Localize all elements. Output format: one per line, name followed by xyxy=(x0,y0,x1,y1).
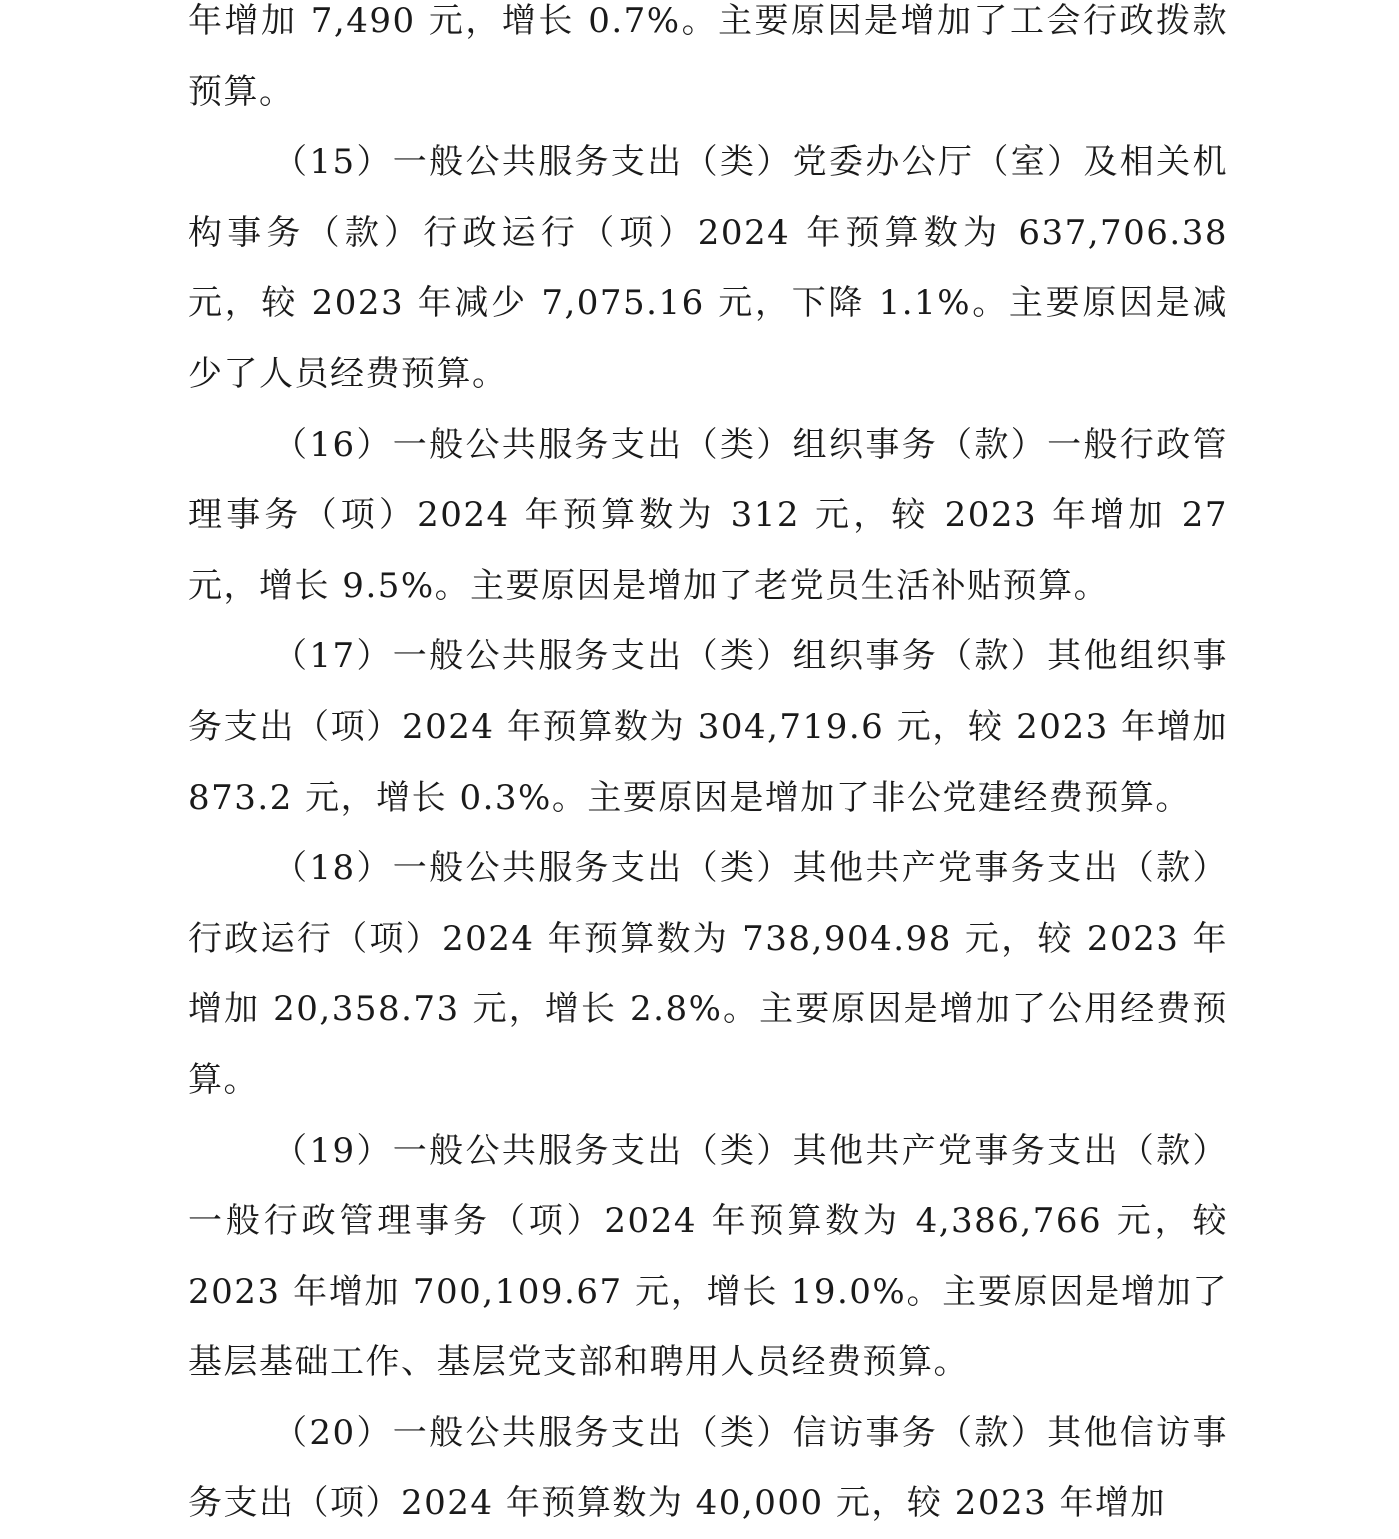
paragraph-16: （16）一般公共服务支出（类）组织事务（款）一般行政管理事务（项）2024 年预算数为 312 元，较 2023 年增加 27 元，增长 9.5%。主要原因是增加了老党员生活补贴预算。 xyxy=(188,424,1228,606)
document-body xyxy=(188,0,1228,1539)
paragraph-20: （20）一般公共服务支出（类）信访事务（款）其他信访事务支出（项）2024 年预算数为 40,000 元，较 2023 年增加 xyxy=(188,1412,1228,1524)
paragraph-15: （15）一般公共服务支出（类）党委办公厅（室）及相关机构事务（款）行政运行（项）2024 年预算数为 637,706.38 元，较 2023 年减少 7,075.16 元，下降 1.1%。主要原因是减少了人员经费预算。 xyxy=(188,142,1228,394)
paragraph-19: （19）一般公共服务支出（类）其他共产党事务支出（款）一般行政管理事务（项）2024 年预算数为 4,386,766 元，较 2023 年增加 700,109.67 元，增长 19.0%。主要原因是增加了基层基础工作、基层党支部和聘用人员经费预算。 xyxy=(188,1130,1228,1383)
paragraph-14-tail: 年增加 7,490 元，增长 0.7%。主要原因是增加了工会行政拨款预算。 xyxy=(188,1,1228,112)
paragraph-18: （18）一般公共服务支出（类）其他共产党事务支出（款）行政运行（项）2024 年预算数为 738,904.98 元，较 2023 年增加 20,358.73 元，增长 2.8%。主要原因是增加了公用经费预算。 xyxy=(188,848,1228,1100)
paragraph-17: （17）一般公共服务支出（类）组织事务（款）其他组织事务支出（项）2024 年预算数为 304,719.6 元，较 2023 年增加 873.2 元，增长 0.3%。主要原因是增加了非公党建经费预算。 xyxy=(188,636,1228,818)
